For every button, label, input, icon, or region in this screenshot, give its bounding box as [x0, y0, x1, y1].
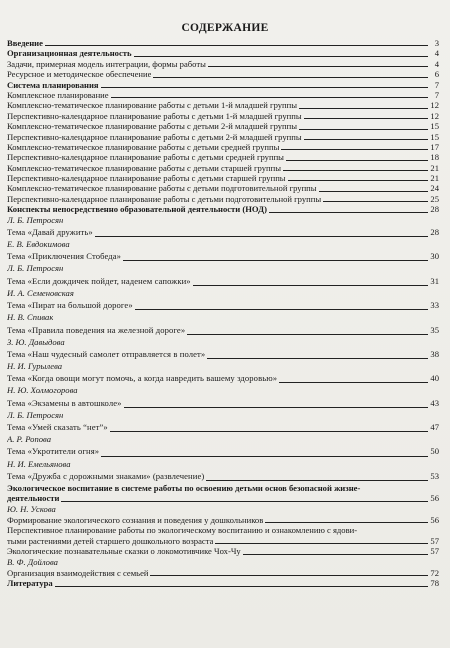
- toc-page-number: 7: [434, 79, 439, 90]
- toc-entry-text: Тема «Приключения Стобеда»: [7, 251, 122, 262]
- toc-page-number: 50: [430, 446, 439, 457]
- toc-entry-text: деятельности: [7, 493, 60, 504]
- toc-entry: [7, 142, 439, 152]
- toc-entry: [7, 515, 439, 525]
- dot-leader: [134, 56, 428, 57]
- dot-leader: [208, 66, 428, 67]
- dot-leader: [111, 97, 428, 98]
- toc-entry: [7, 48, 439, 58]
- toc-entry: [7, 483, 439, 504]
- toc-page-number: 18: [430, 152, 439, 163]
- toc-page-number: 53: [430, 470, 439, 481]
- toc-page-number: 31: [430, 275, 439, 286]
- author-name-text: Н. В. Спивак: [7, 312, 54, 323]
- toc-page-number: 12: [430, 100, 439, 111]
- toc-page-number: 35: [430, 324, 439, 335]
- toc-page-number: 56: [430, 493, 439, 504]
- toc-entry-text: Организация взаимодействия с семьей: [7, 567, 149, 578]
- toc-entry: [7, 568, 439, 578]
- author-name-text: Е. В. Евдокимова: [7, 239, 70, 250]
- dot-leader: [323, 201, 428, 202]
- author-name-text: В. Ф. Дойлова: [7, 556, 58, 567]
- toc-entry-text: Перспективно-календарное планирование работы с детьми 2-й младшей группы: [7, 131, 302, 142]
- toc-entry: [7, 578, 439, 588]
- toc-entry-text: Тема «Давай дружить»: [7, 226, 93, 237]
- dot-leader: [319, 191, 428, 192]
- toc-entry: [7, 372, 439, 385]
- toc-entry: [7, 470, 439, 483]
- toc-entry: [7, 132, 439, 142]
- dot-leader: [299, 108, 428, 109]
- author-name-text: Н. И. Гурылева: [7, 360, 63, 371]
- author-name: [7, 215, 439, 226]
- toc-page-number: 78: [430, 578, 439, 589]
- toc-entry-text: Тема «Умей сказать “нет”»: [7, 422, 108, 433]
- author-name-text: И. А. Семеновская: [7, 287, 74, 298]
- toc-entry-text: Комплексно-тематическое планирование работы с детьми 1-й младшей группы: [7, 100, 298, 111]
- dot-leader: [207, 358, 428, 359]
- toc-page-number: 30: [430, 251, 439, 262]
- toc-entry-text: Перспективно-календарное планирование работы с детьми подготовительной группы: [7, 193, 322, 204]
- dot-leader: [269, 212, 428, 213]
- toc-entry-text: Тема «Правила поведения на железной дороге»: [7, 324, 186, 335]
- author-name: [7, 263, 439, 274]
- toc-entry: [7, 90, 439, 100]
- dot-leader: [61, 501, 428, 502]
- toc-entry-text: Комплексно-тематическое планирование работы с детьми средней группы: [7, 141, 280, 152]
- author-name-text: Н. И. Емельянова: [7, 458, 71, 469]
- toc-entry: [7, 152, 439, 162]
- dot-leader: [281, 149, 428, 150]
- toc-entry-line: Экологическое воспитание в системе работы по освоению детьми основ безопасной жизне-: [7, 482, 361, 493]
- toc-page-number: 25: [430, 193, 439, 204]
- toc-entry-text: Тема «Экзамены в автошколе»: [7, 397, 122, 408]
- toc-page-number: 72: [430, 567, 439, 578]
- dot-leader: [123, 260, 428, 261]
- toc-entry: [7, 250, 439, 263]
- toc-page-number: 38: [430, 348, 439, 359]
- toc-entry: [7, 324, 439, 337]
- toc-entry: [7, 348, 439, 361]
- toc-page-number: 17: [430, 141, 439, 152]
- dot-leader: [304, 118, 428, 119]
- toc-page-number: 57: [430, 535, 439, 546]
- toc-entry-text: Литература: [7, 578, 53, 589]
- toc-entry: [7, 204, 439, 214]
- author-name: [7, 312, 439, 323]
- toc-page-number: 43: [430, 397, 439, 408]
- toc-entry: [7, 163, 439, 173]
- dot-leader: [265, 522, 428, 523]
- toc-entry-text: Перспективно-календарное планирование работы с детьми 1-й младшей группы: [7, 110, 302, 121]
- dot-leader: [153, 77, 428, 78]
- toc-entry: [7, 173, 439, 183]
- toc-entry: [7, 183, 439, 193]
- toc-entry: [7, 59, 439, 69]
- toc-entry-text: Формирование экологического сознания и поведения у дошкольников: [7, 515, 264, 526]
- toc-page-number: 40: [430, 373, 439, 384]
- dot-leader: [304, 139, 428, 140]
- toc-entry-text: Перспективно-календарное планирование работы с детьми старшей группы: [7, 173, 286, 184]
- toc-entry-text: Перспективно-календарное планирование работы с детьми средней группы: [7, 152, 284, 163]
- toc-entry-text: Тема «Если дождичек пойдет, наденем сапожки»: [7, 275, 191, 286]
- dot-leader: [135, 309, 428, 310]
- dot-leader: [299, 129, 428, 130]
- author-name-text: З. Ю. Давыдова: [7, 336, 65, 347]
- toc-entry-text: Тема «Когда овощи могут помочь, а когда навредить вашему здоровью»: [7, 373, 278, 384]
- page-title: СОДЕРЖАНИЕ: [181, 22, 269, 34]
- toc-entry-text: Тема «Пират на большой дороге»: [7, 300, 133, 311]
- toc-page-number: 3: [434, 37, 439, 48]
- toc-page-number: 6: [434, 69, 439, 80]
- toc-entry-text: Система планирования: [7, 79, 99, 90]
- toc-page-number: 57: [430, 546, 439, 557]
- author-name: [7, 557, 439, 568]
- toc-entry-text: Экологические познавательные сказки о локомотивчике Чох-Чу: [7, 546, 241, 557]
- toc-entry-text: Введение: [7, 37, 43, 48]
- dot-leader: [215, 543, 428, 544]
- toc-page-number: 33: [430, 300, 439, 311]
- toc-entry-text: Ресурсное и методическое обеспечение: [7, 69, 152, 80]
- dot-leader: [288, 180, 428, 181]
- toc-entry-line: Перспективное планирование работы по экологическому воспитанию и ознакомлению с ядови-: [7, 525, 358, 536]
- toc-entry: [7, 100, 439, 110]
- toc-page-number: 15: [430, 131, 439, 142]
- toc-entry-text: тыми растениями детей старшего дошкольного возраста: [7, 535, 214, 546]
- toc-entry: [7, 546, 439, 556]
- toc-entry-text: Комплексно-тематическое планирование работы с детьми подготовительной группы: [7, 183, 317, 194]
- author-name-text: Л. Б. Петросян: [7, 263, 64, 274]
- toc-page-number: 21: [430, 173, 439, 184]
- toc-entry: [7, 397, 439, 410]
- author-name: [7, 385, 439, 396]
- author-name: [7, 459, 439, 470]
- toc-entry: [7, 80, 439, 90]
- table-of-contents: [7, 38, 439, 589]
- author-name: [7, 434, 439, 445]
- author-name: [7, 410, 439, 421]
- author-name: [7, 288, 439, 299]
- toc-entry-text: Тема «Дружба с дорожными знаками» (развлечение): [7, 470, 205, 481]
- toc-entry: [7, 275, 439, 288]
- dot-leader: [110, 431, 428, 432]
- toc-page-number: 12: [430, 110, 439, 121]
- author-name-text: Н. Ю. Холмогорова: [7, 385, 78, 396]
- toc-page-number: 7: [434, 89, 439, 100]
- dot-leader: [45, 45, 428, 46]
- toc-entry-text: Тема «Наш чудесный самолет отправляется в полет»: [7, 348, 206, 359]
- dot-leader: [187, 334, 428, 335]
- author-name: [7, 337, 439, 348]
- toc-page-number: 15: [430, 121, 439, 132]
- toc-entry: [7, 445, 439, 458]
- toc-page-number: 4: [434, 48, 439, 59]
- toc-page-number: 28: [430, 204, 439, 215]
- toc-entry-text: Комплексно-тематическое планирование работы с детьми старшей группы: [7, 162, 281, 173]
- dot-leader: [101, 87, 428, 88]
- toc-page-number: 47: [430, 422, 439, 433]
- toc-entry: [7, 194, 439, 204]
- toc-entry: [7, 525, 439, 546]
- toc-page-number: 21: [430, 162, 439, 173]
- toc-page-number: 56: [430, 515, 439, 526]
- toc-entry-text: Задачи, примерная модель интеграции, формы работы: [7, 58, 206, 69]
- toc-page-number: 28: [430, 226, 439, 237]
- toc-entry: [7, 299, 439, 312]
- toc-entry-text: Комплексное планирование: [7, 89, 109, 100]
- dot-leader: [283, 170, 428, 171]
- dot-leader: [55, 586, 428, 587]
- dot-leader: [124, 407, 428, 408]
- toc-page-number: 4: [434, 58, 439, 69]
- dot-leader: [101, 456, 428, 457]
- dot-leader: [243, 554, 428, 555]
- dot-leader: [150, 575, 428, 576]
- toc-entry: [7, 226, 439, 239]
- author-name: [7, 239, 439, 250]
- toc-entry-text: Конспекты непосредственно образовательной деятельности (НОД): [7, 204, 267, 215]
- toc-entry: [7, 111, 439, 121]
- author-name-text: Л. Б. Петросян: [7, 409, 64, 420]
- author-name-text: Л. Б. Петросян: [7, 214, 64, 225]
- author-name-text: А. Р. Ропова: [7, 434, 52, 445]
- toc-entry-text: Тема «Укротители огня»: [7, 446, 100, 457]
- dot-leader: [95, 236, 428, 237]
- toc-entry: [7, 69, 439, 79]
- author-name: [7, 504, 439, 515]
- toc-entry-text: Комплексно-тематическое планирование работы с детьми 2-й младшей группы: [7, 121, 298, 132]
- toc-page-number: 24: [430, 183, 439, 194]
- dot-leader: [206, 480, 428, 481]
- toc-entry: [7, 38, 439, 48]
- toc-entry: [7, 421, 439, 434]
- toc-entry: [7, 121, 439, 131]
- author-name: [7, 361, 439, 372]
- toc-entry-text: Организационная деятельность: [7, 48, 132, 59]
- author-name-text: Ю. Н. Ускова: [7, 503, 56, 514]
- dot-leader: [279, 382, 428, 383]
- dot-leader: [193, 285, 428, 286]
- dot-leader: [286, 160, 428, 161]
